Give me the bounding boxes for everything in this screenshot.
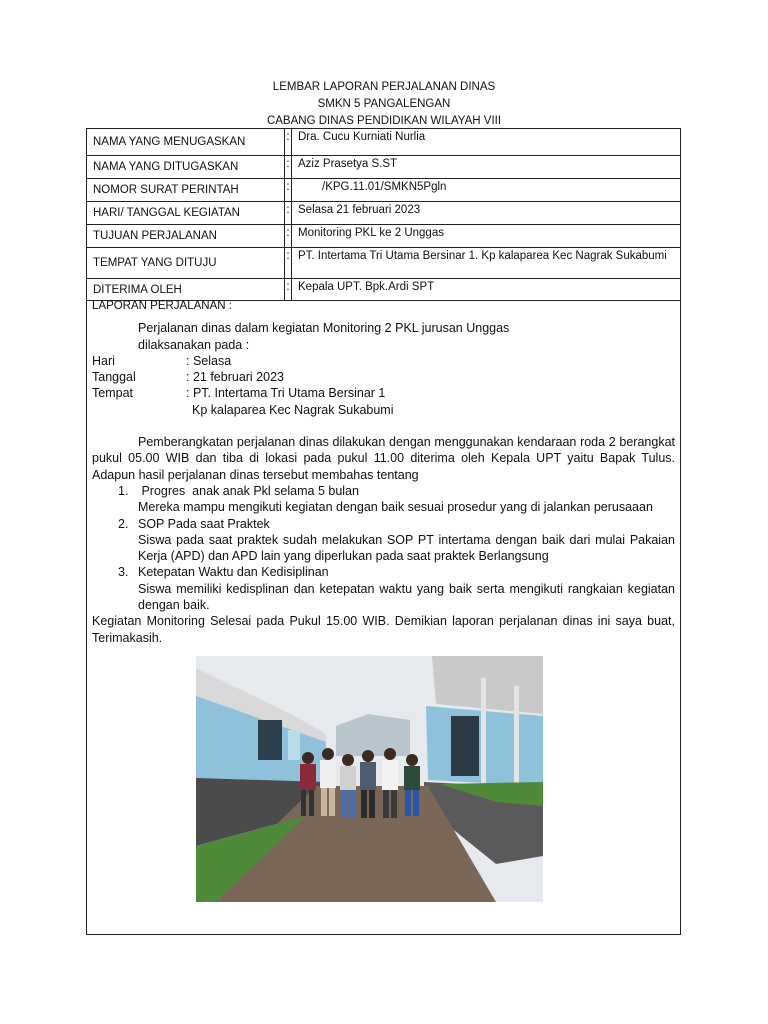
list-number: 2.	[118, 516, 129, 531]
info-value: Kepala UPT. Bpk.Ardi SPT	[292, 279, 681, 301]
intro-line: dilaksanakan pada :	[138, 337, 250, 352]
list-item	[92, 564, 675, 580]
list-item	[92, 483, 675, 499]
list-detail: Siswa pada saat praktek sudah melakukan SOP PT intertama dengan baik dari mulai Pakaian Kerja (APD) dan APD lain yang diperlukan pada saat praktek Berlangsung	[138, 532, 675, 564]
info-label: TEMPAT YANG DITUJU	[87, 248, 285, 279]
report-heading: LAPORAN PERJALANAN :	[92, 300, 232, 312]
info-separator: :	[285, 279, 292, 301]
info-separator: :	[285, 129, 292, 156]
detail-row-tempat	[92, 385, 675, 401]
site-visit-photo	[196, 656, 543, 902]
right-pillar	[514, 686, 519, 798]
detail-value: : PT. Intertama Tri Utama Bersinar 1	[186, 386, 386, 401]
report-body	[92, 298, 675, 646]
info-value: Monitoring PKL ke 2 Unggas	[292, 225, 681, 248]
list-detail: Siswa memiliki kedisplinan dan ketepatan waktu yang baik serta mengikuti rangkaian kegiatan dengan baik.	[138, 581, 675, 613]
list-number: 1.	[118, 483, 129, 498]
info-row	[87, 202, 681, 225]
document-header	[0, 79, 768, 130]
info-label: NOMOR SURAT PERINTAH	[87, 179, 285, 202]
right-window	[451, 716, 479, 776]
info-label: NAMA YANG DITUGASKAN	[87, 156, 285, 179]
title-line-2: SMKN 5 PANGALENGAN	[317, 98, 451, 110]
left-window	[288, 730, 300, 760]
title-line-3: CABANG DINAS PENDIDIKAN WILAYAH VIII	[266, 115, 502, 127]
detail-label: Hari	[92, 353, 115, 368]
detail-row-tanggal	[92, 369, 675, 385]
detail-label: Tempat	[92, 386, 133, 401]
info-row	[87, 179, 681, 202]
info-separator: :	[285, 225, 292, 248]
detail-row-hari	[92, 353, 675, 369]
info-value: Aziz Prasetya S.ST	[292, 156, 681, 179]
info-row	[87, 156, 681, 179]
info-separator: :	[285, 202, 292, 225]
detail-value: Kp kalaparea Kec Nagrak Sukabumi	[192, 402, 394, 417]
info-label: TUJUAN PERJALANAN	[87, 225, 285, 248]
list-title: SOP Pada saat Praktek	[138, 516, 270, 531]
info-separator: :	[285, 156, 292, 179]
info-row	[87, 225, 681, 248]
left-door	[258, 720, 282, 760]
photo-illustration	[196, 656, 543, 902]
list-title: Ketepatan Waktu dan Kedisiplinan	[138, 565, 329, 580]
detail-label: Tanggal	[92, 370, 136, 385]
info-value: PT. Intertama Tri Utama Bersinar 1. Kp kalaparea Kec Nagrak Sukabumi	[292, 248, 681, 279]
list-number: 3.	[118, 565, 129, 580]
info-value: Selasa 21 februari 2023	[292, 202, 681, 225]
info-label: DITERIMA OLEH	[87, 279, 285, 301]
info-value: Dra. Cucu Kurniati Nurlia	[292, 129, 681, 156]
info-label: NAMA YANG MENUGASKAN	[87, 129, 285, 156]
info-label: HARI/ TANGGAL KEGIATAN	[87, 202, 285, 225]
detail-value: : 21 februari 2023	[186, 370, 284, 385]
detail-value: : Selasa	[186, 353, 232, 368]
list-title: Progres anak anak Pkl selama 5 bulan	[138, 483, 359, 498]
report-paragraph: Pemberangkatan perjalanan dinas dilakukan dengan menggunakan kendaraan roda 2 berangkat pukul 05.00 WIB dan tiba di lokasi pada pukul 11.00 diterima oleh Kepala UPT yaitu Bapak Tulus. Adapun hasil perjalanan dinas tersebut membahas tentang	[92, 435, 675, 482]
list-item	[92, 516, 675, 532]
info-row	[87, 248, 681, 279]
info-value: /KPG.11.01/SMKN5Pgln	[292, 179, 681, 202]
intro-line: Perjalanan dinas dalam kegiatan Monitoring 2 PKL jurusan Unggas	[138, 321, 510, 336]
info-separator: :	[285, 179, 292, 202]
info-table	[86, 128, 681, 301]
list-detail: Mereka mampu mengikuti kegiatan dengan baik sesuai prosedur yang di jalankan perusaaan	[138, 500, 653, 515]
right-pillar	[481, 678, 486, 796]
detail-row-tempat-cont	[92, 402, 675, 418]
info-row	[87, 129, 681, 156]
closing-paragraph: Kegiatan Monitoring Selesai pada Pukul 15.00 WIB. Demikian laporan perjalanan dinas ini saya buat, Terimakasih.	[92, 614, 675, 645]
title-line-1: LEMBAR LAPORAN PERJALANAN DINAS	[272, 81, 496, 93]
info-separator: :	[285, 248, 292, 279]
